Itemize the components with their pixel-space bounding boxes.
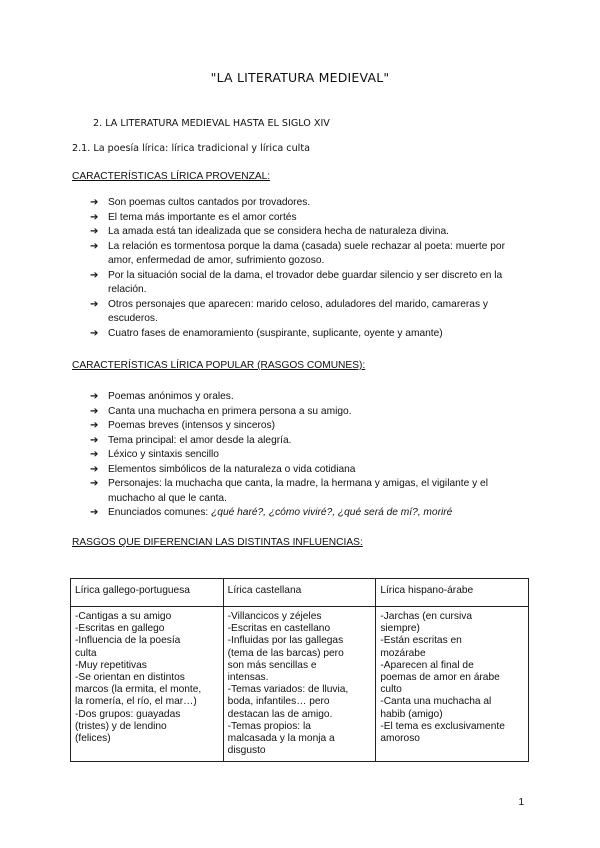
popular-heading: CARACTERÍSTICAS LÍRICA POPULAR (RASGOS COMUNES): [72,360,366,371]
list-item: ➔ La amada está tan idealizada que se considera hecha de naturaleza divina. [90,225,530,240]
arrow-icon: ➔ [90,478,99,489]
arrow-icon: ➔ [90,391,99,402]
list-item: ➔ Enunciados comunes: ¿qué haré?, ¿cómo viviré?, ¿qué será de mí?, moriré [90,506,530,521]
list-item: ➔ Por la situación social de la dama, el trovador debe guardar silencio y ser discreto en la relación. [90,269,503,295]
section-subheading: 2. LA LITERATURA MEDIEVAL HASTA EL SIGLO XIV [93,118,330,129]
influences-table [70,578,529,762]
table-cell-hispano-arabe: -Jarchas (en cursiva siempre) -Están escritas en mozárabe -Aparecen al final de poemas de amor en árabe culto -Canta una muchacha al habib (amigo) -El tema es exclusivamente amoroso [376,607,529,762]
list-item: ➔ Poemas breves (intensos y sinceros) [90,419,530,434]
list-item: ➔ Otros personajes que aparecen: marido celoso, aduladores del marido, camareras y escuderos. [90,298,488,324]
arrow-icon: ➔ [90,405,99,417]
table-cell-castellana: -Villancicos y zéjeles -Escritas en castellano -Influidas por las gallegas (tema de las barcas) pero son más sencillas e intensas. -Temas variados: de lluvia, boda, infantiles… pero destacan las de amigo. -Temas propios: la malcasada y la monja a disgusto [223,607,376,762]
arrow-icon: ➔ [90,449,99,460]
list-item: ➔ Son poemas cultos cantados por trovadores. [90,196,530,211]
column-header: Lírica hispano-árabe [376,579,529,607]
arrow-icon: ➔ [90,420,99,431]
arrow-icon: ➔ [90,434,99,446]
arrow-icon: ➔ [90,240,99,252]
arrow-icon: ➔ [90,327,99,339]
document-title: "LA LITERATURA MEDIEVAL" [210,70,390,85]
list-item: ➔ Tema principal: el amor desde la alegría. [90,434,530,449]
list-item: ➔ Poemas anónimos y orales. [90,390,530,405]
arrow-icon: ➔ [90,211,99,223]
arrow-icon: ➔ [90,298,99,310]
list-item: ➔ Cuatro fases de enamoramiento (suspirante, suplicante, oyente y amante) [90,327,530,342]
list-item: ➔ Personajes: la muchacha que canta, la madre, la hermana y amigas, el vigilante y el muchacho al que le canta. [90,478,488,504]
list-item: ➔ El tema más importante es el amor cortés [90,211,530,226]
table-cell-gallego: -Cantigas a su amigo -Escritas en gallego -Influencia de la poesía culta -Muy repetitivas -Se orientan en distintos marcos (la ermita, el monte, la romería, el río, el mar…) -Dos grupos: guayadas (tristes) y de lendino (felices) [71,607,224,762]
column-header: Lírica gallego-portuguesa [71,579,224,607]
provenzal-list [90,196,530,341]
subsection-heading: 2.1. La poesía lírica: lírica tradicional y lírica culta [72,143,310,154]
column-header: Lírica castellana [223,579,376,607]
arrow-icon: ➔ [90,226,99,237]
list-item: ➔ Elementos simbólicos de la naturaleza o vida cotidiana [90,463,530,478]
popular-list [90,390,530,521]
list-item: ➔ Léxico y sintaxis sencillo [90,448,530,463]
influences-heading: RASGOS QUE DIFERENCIAN LAS DISTINTAS INFLUENCIAS: [72,537,363,548]
page-number: 1 [518,797,524,808]
common-phrases: ¿qué haré?, ¿cómo viviré?, ¿qué será de mí?, moriré [211,507,453,518]
provenzal-heading: CARACTERÍSTICAS LÍRICA PROVENZAL: [72,171,271,182]
list-item: ➔ Canta una muchacha en primera persona a su amigo. [90,405,530,420]
arrow-icon: ➔ [90,269,99,281]
list-item: ➔ La relación es tormentosa porque la dama (casada) suele rechazar al poeta: muerte por amor, enfermedad de amor, sufrimiento gozoso. [90,240,505,266]
arrow-icon: ➔ [90,463,99,475]
arrow-icon: ➔ [90,197,99,208]
arrow-icon: ➔ [90,507,99,518]
